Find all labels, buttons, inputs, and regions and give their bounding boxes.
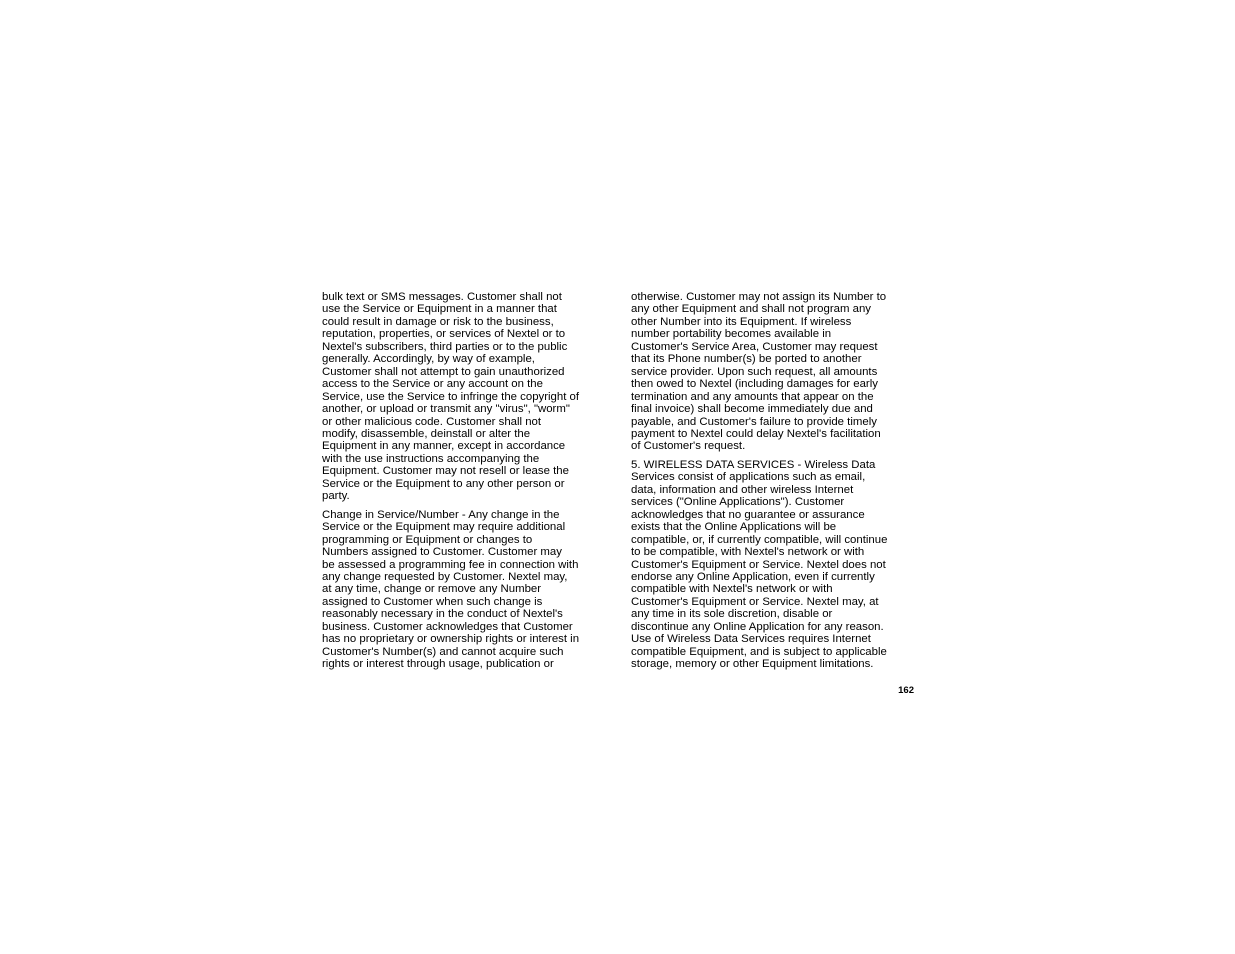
page-number: 162 bbox=[898, 685, 914, 696]
right-column bbox=[631, 291, 913, 671]
left-column bbox=[322, 291, 604, 671]
paragraph-sms-messages: bulk text or SMS messages. Customer shall not use the Service or Equipment in a manner that could result in damage or risk to the business, reputation, properties, or services of Nextel or to Nextel's subscribers, third parties or to the public generally. Accordingly, by way of example, Customer shall not attempt to gain unauthorized access to the Service or any account on the Service, use the Service to infringe the copyright of another, or upload or transmit any "virus", "worm" or other malicious code. Customer shall not modify, disassemble, deinstall or alter the Equipment in any manner, except in accordance with the use instructions accompanying the Equipment. Customer may not resell or lease the Service or the Equipment to any other person or party. bbox=[322, 291, 580, 503]
paragraph-number-portability: otherwise. Customer may not assign its Number to any other Equipment and shall not program any other Number into its Equipment. If wireless number portability becomes available in Customer's Service Area, Customer may request that its Phone number(s) be ported to another service provider. Upon such request, all amounts then owed to Nextel (including damages for early termination and any amounts that appear on the final invoice) shall become immediately due and payable, and Customer's failure to provide timely payment to Nextel could delay Nextel's facilitation of Customer's request. bbox=[631, 291, 887, 453]
paragraph-change-in-service: Change in Service/Number - Any change in the Service or the Equipment may require additional programming or Equipment or changes to Numbers assigned to Customer. Customer may be assessed a programming fee in connection with any change requested by Customer. Nextel may, at any time, change or remove any Number assigned to Customer when such change is reasonably necessary in the conduct of Nextel's business. Customer acknowledges that Customer has no proprietary or ownership rights or interest in Customer's Number(s) and cannot acquire such rights or interest through usage, publication or bbox=[322, 508, 580, 671]
paragraph-wireless-data-services: 5. WIRELESS DATA SERVICES - Wireless Data Services consist of applications such as email, data, information and other wireless Internet services ("Online Applications"). Customer acknowledges that no guarantee or assurance exists that the Online Applications will be compatible, or, if currently compatible, will continue to be compatible, with Nextel's network or with Customer's Equipment or Service. Nextel does not endorse any Online Application, even if currently compatible with Nextel's network or with Customer's Equipment or Service. Nextel may, at any time in its sole discretion, disable or discontinue any Online Application for any reason. Use of Wireless Data Services requires Internet compatible Equipment, and is subject to applicable storage, memory or other Equipment limitations. bbox=[631, 458, 888, 671]
